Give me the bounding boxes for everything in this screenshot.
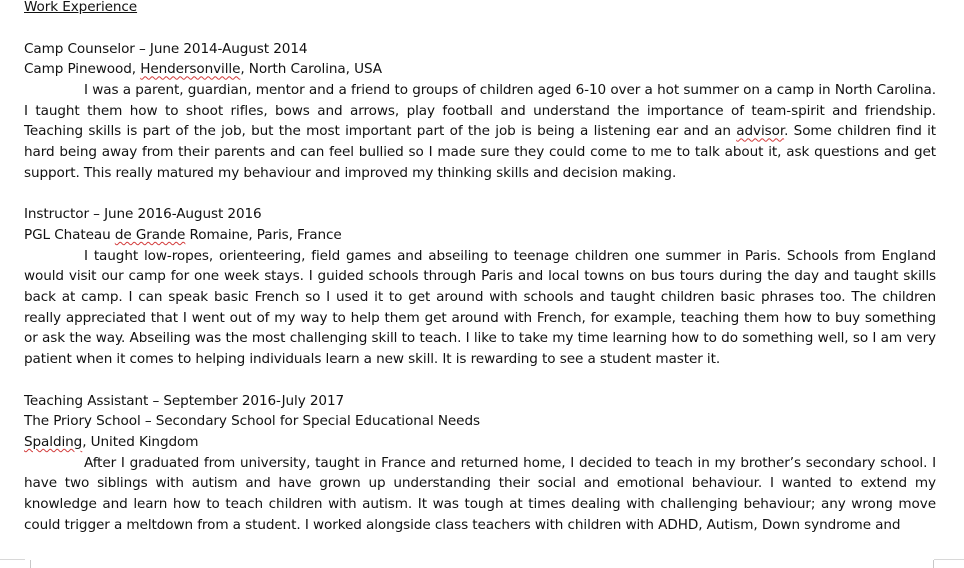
page-corner-mark-left bbox=[0, 560, 31, 568]
spellcheck-flagged-word[interactable]: advisor bbox=[736, 123, 785, 140]
blank-line bbox=[24, 370, 936, 391]
location-text: , United Kingdom bbox=[82, 433, 199, 450]
org-text: , North Carolina, USA bbox=[240, 61, 382, 78]
spellcheck-flagged-word[interactable]: de Grande bbox=[114, 226, 186, 243]
org-text: PGL Chateau bbox=[24, 226, 115, 243]
org-text: Romaine, Paris, France bbox=[185, 226, 342, 243]
job-organization-line: The Priory School – Secondary School for Special Educational Needs bbox=[24, 413, 480, 430]
document-page[interactable] bbox=[24, 0, 936, 535]
page-corner-mark-right bbox=[933, 560, 964, 568]
job-organization-line bbox=[24, 59, 936, 80]
job-entry-camp-counselor bbox=[24, 39, 936, 184]
blank-line bbox=[24, 18, 936, 39]
blank-line bbox=[24, 184, 936, 205]
job-description bbox=[24, 80, 936, 184]
job-location-line bbox=[24, 432, 936, 453]
description-text: . Some children find it hard being away from their parents and can feel bullied so I made sure they could come to me to talk about it, ask questions and get support. This really matured my behaviour and improved my thinking skills and decision making. bbox=[24, 123, 937, 181]
spellcheck-flagged-word[interactable]: Hendersonville bbox=[140, 61, 241, 78]
job-description: After I graduated from university, taught in France and returned home, I decided to teach in my brother’s secondary school. I have two siblings with autism and have grown up understanding their social and emotional behaviour. I wanted to extend my knowledge and learn how to teach children with autism. It was tough at times dealing with challenging behaviour; any wrong move could trigger a meltdown from a student. I worked alongside class teachers with children with ADHD, Autism, Down syndrome and bbox=[24, 454, 936, 533]
section-heading: Work Experience bbox=[24, 0, 138, 15]
job-title-line: Instructor – June 2016-August 2016 bbox=[24, 206, 262, 223]
job-title-line: Teaching Assistant – September 2016-July 2017 bbox=[24, 392, 345, 409]
job-organization-line bbox=[24, 225, 936, 246]
spellcheck-flagged-word[interactable]: Spalding bbox=[24, 433, 83, 450]
org-text: Camp Pinewood, bbox=[24, 61, 141, 78]
job-entry-instructor bbox=[24, 204, 936, 370]
description-text: I was a parent, guardian, mentor and a friend to groups of children aged 6-10 over a hot summer on a camp in North Carolina. I taught them how to shoot rifles, bows and arrows, play football and understand the importance of team-spirit and friendship. Teaching skills is part of the job, but the most important part of the job is being a listening ear and an bbox=[24, 82, 936, 140]
job-entry-teaching-assistant bbox=[24, 391, 936, 536]
job-description: I taught low-ropes, orienteering, field games and abseiling to teenage children one summer in Paris. Schools from England would visit our camp for one week stays. I guided schools through Paris and local towns on bus tours during the day and taught skills back at camp. I can speak basic French so I used it to get around with schools and taught children basic phrases too. The children really appreciated that I went out of my way to help them get around with French, for example, teaching them how to buy something or ask the way. Abseiling was the most challenging skill to teach. I like to take my time learning how to do something well, so I am very patient when it comes to helping individuals learn a new skill. It is rewarding to see a student master it. bbox=[24, 247, 936, 368]
job-title-line: Camp Counselor – June 2014-August 2014 bbox=[24, 40, 308, 57]
